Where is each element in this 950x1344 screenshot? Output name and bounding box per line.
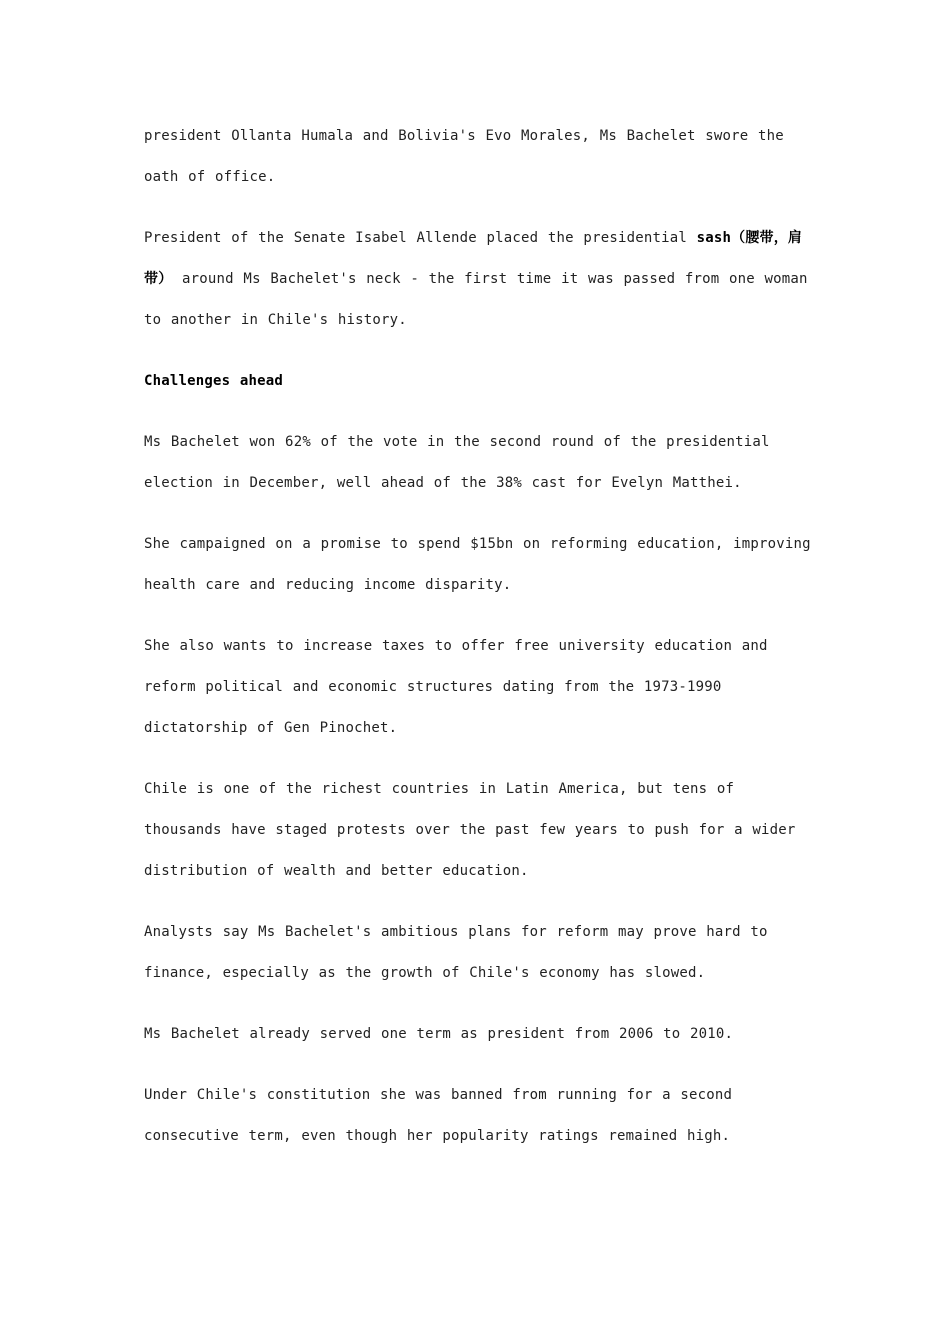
paragraph-vote: Ms Bachelet won 62% of the vote in the second round of the presidential election in December, well ahead of the 38% cast for Evelyn Matthei. bbox=[144, 434, 770, 491]
paragraph-campaign: She campaigned on a promise to spend $15bn on reforming education, improving health care and reducing income disparity. bbox=[144, 536, 811, 593]
sash-term: sash（腰带，肩带） bbox=[144, 230, 803, 287]
paragraph-protests: Chile is one of the richest countries in Latin America, but tens of thousands have staged protests over the past few years to push for a wider distribution of wealth and better education. bbox=[144, 781, 796, 879]
paragraph-first-term: Ms Bachelet already served one term as president from 2006 to 2010. bbox=[144, 1026, 734, 1042]
paragraph-sash bbox=[144, 218, 814, 341]
paragraph-sash-text-start: President of the Senate Isabel Allende placed the presidential bbox=[144, 230, 697, 246]
paragraph-taxes: She also wants to increase taxes to offer free university education and reform political and economic structures dating from the 1973-1990 dictatorship of Gen Pinochet. bbox=[144, 638, 768, 736]
section-heading: Challenges ahead bbox=[144, 373, 284, 389]
paragraph-analysts: Analysts say Ms Bachelet's ambitious plans for reform may prove hard to finance, especially as the growth of Chile's economy has slowed. bbox=[144, 924, 768, 981]
document-body bbox=[144, 116, 814, 1177]
paragraph-constitution: Under Chile's constitution she was banned from running for a second consecutive term, even though her popularity ratings remained high. bbox=[144, 1087, 733, 1144]
paragraph-oath: president Ollanta Humala and Bolivia's Evo Morales, Ms Bachelet swore the oath of office. bbox=[144, 128, 784, 185]
paragraph-sash-text-end: around Ms Bachelet's neck - the first time it was passed from one woman to another in Chile's history. bbox=[144, 271, 808, 328]
